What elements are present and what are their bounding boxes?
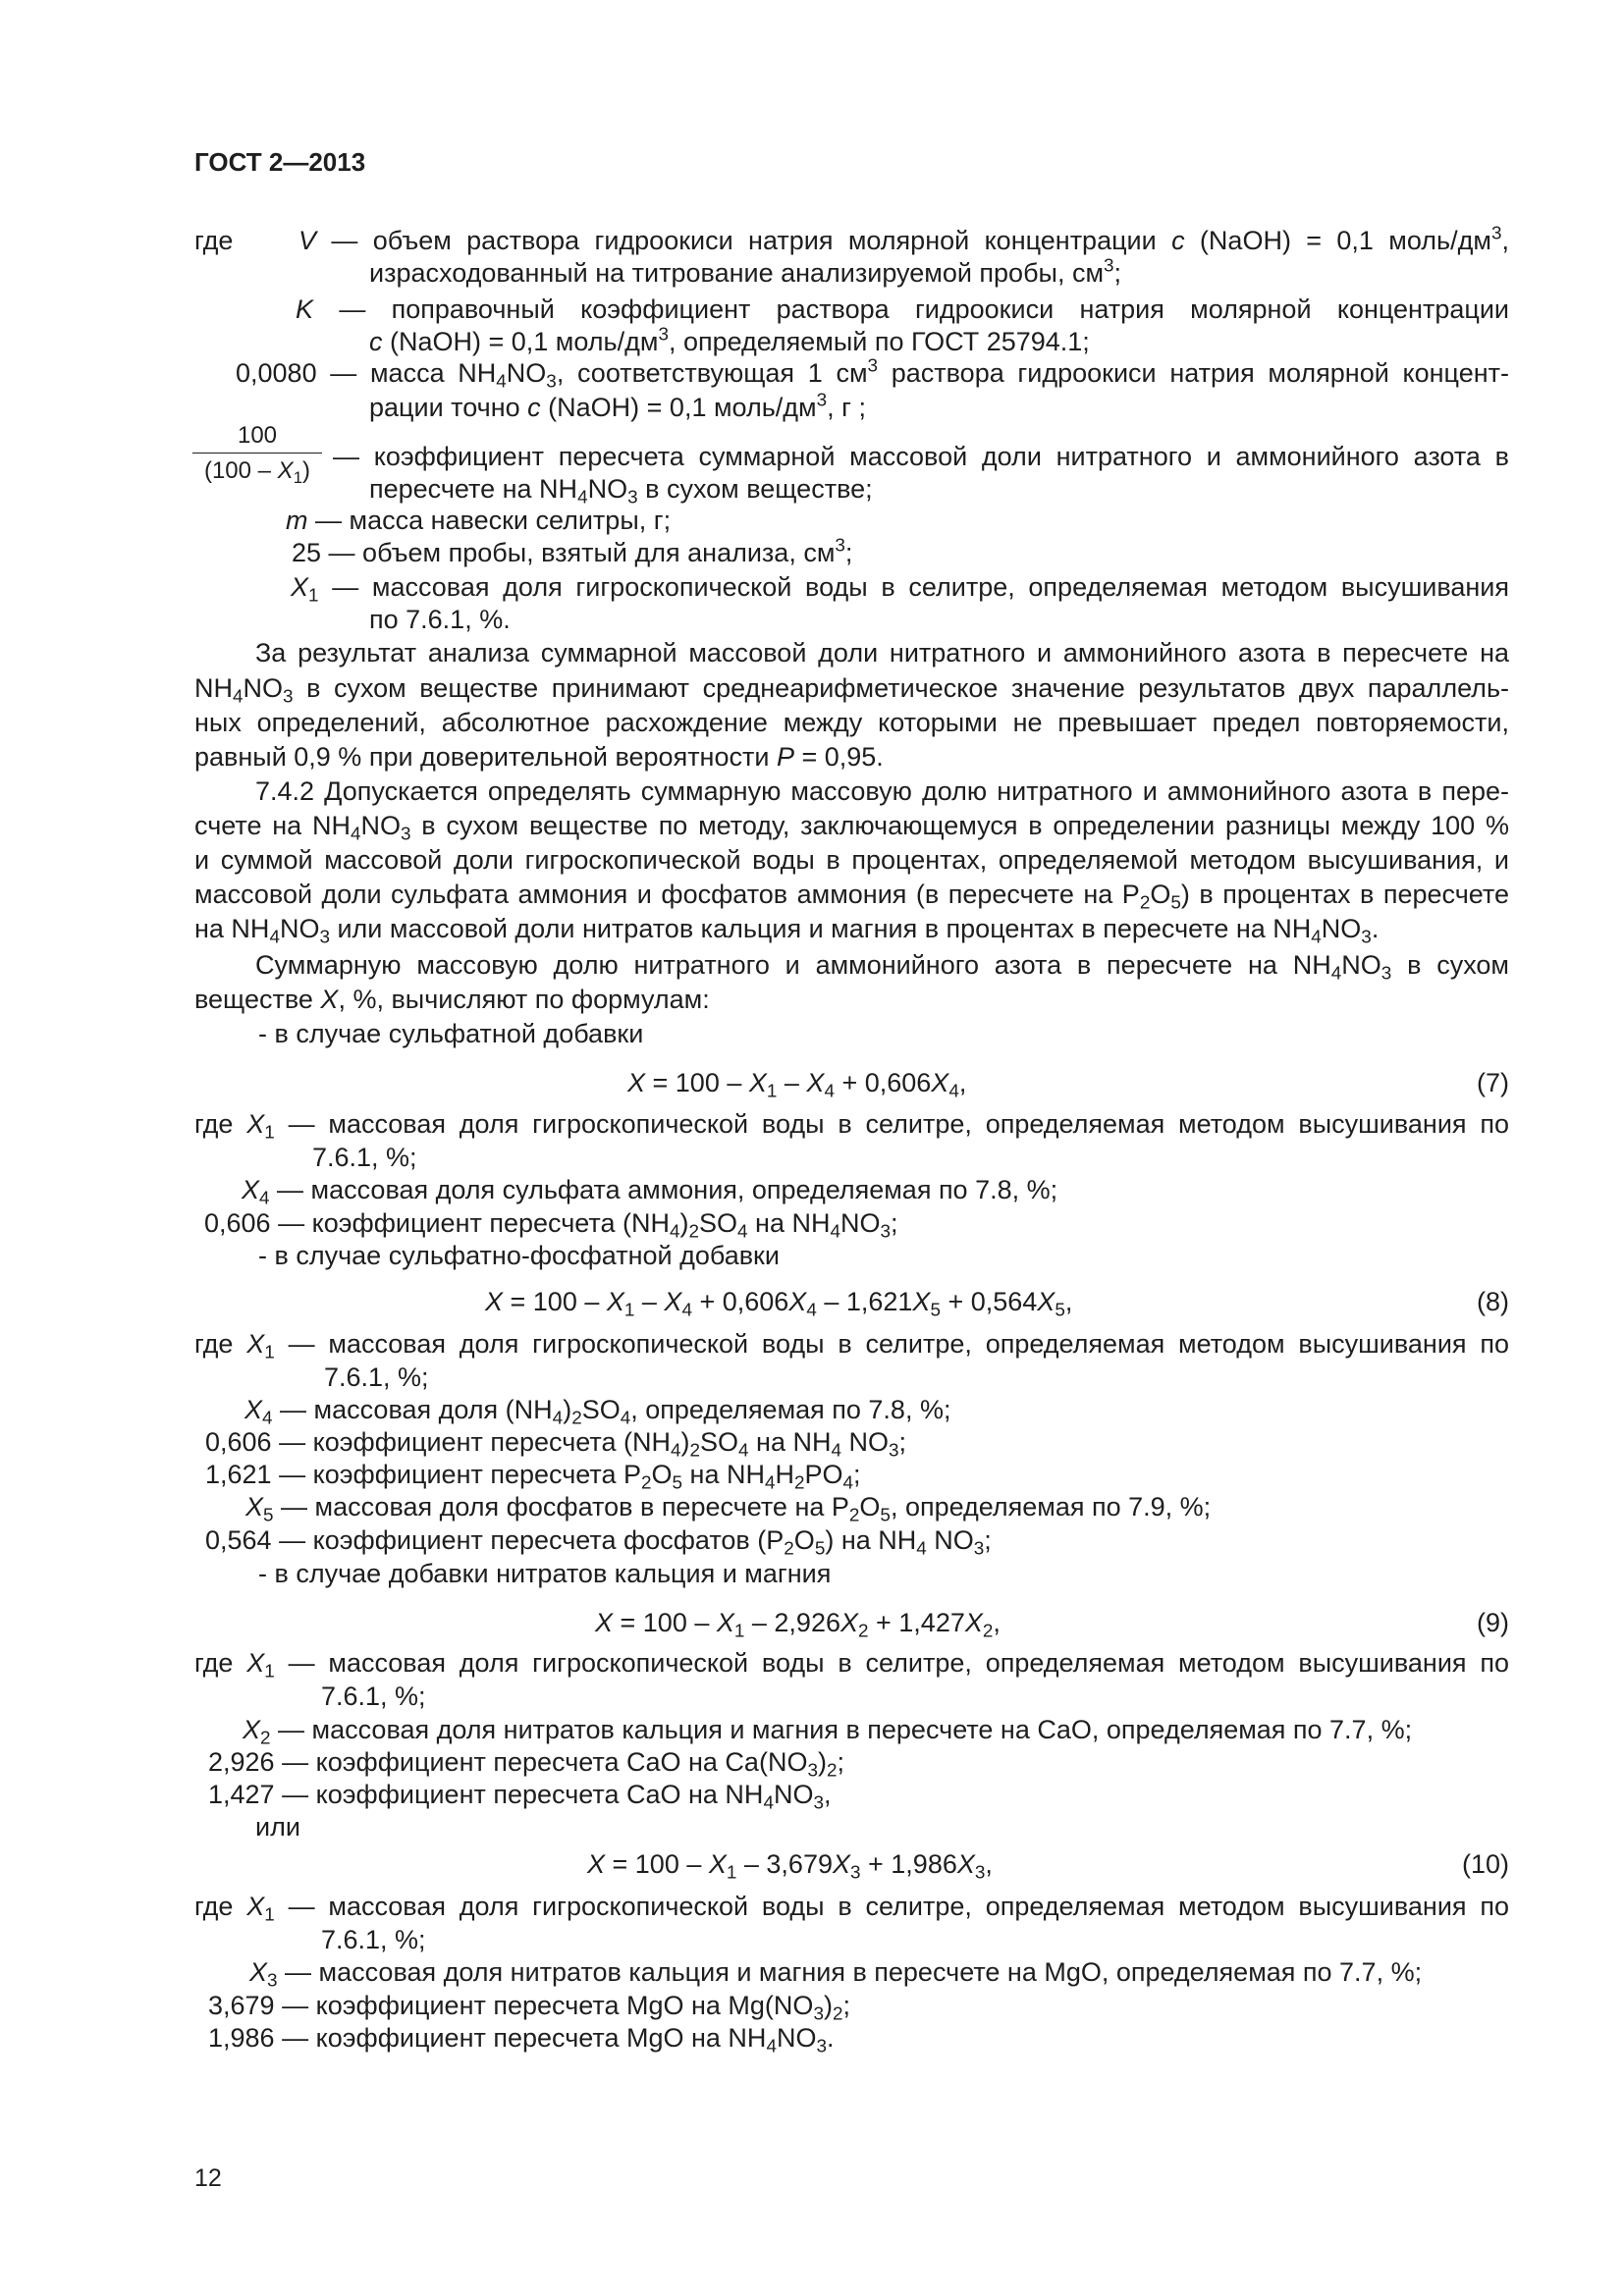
eq9-legend-x1-line2: 7.6.1, %; <box>321 1682 426 1711</box>
legend-v-line1: V — объем раствора гидроокиси натрия молярной концентрации c (NaOH) = 0,1 моль/$дм^3$, <box>298 223 1509 255</box>
eq9-legend-x1-line1: где $X_1$ — массовая доля гигроскопической воды в селитре, определяемая методом высушивания по <box>194 1648 1509 1682</box>
eq10-legend-x3: $X_3$ — массовая доля нитратов кальция и магния в пересчете на MgO, определяемая по 7.7, %; <box>249 1957 1423 1992</box>
legend-x1-line1: $X_1$ — массовая доля гигроскопической воды в селитре, определяемая методом высушивания <box>291 572 1509 607</box>
para-742-line5: на $NH_4NO_3$ или массовой доли нитратов кальция и магния в процентах в пересчете на $NH_4NO_3$. <box>194 914 1380 948</box>
where-label: где <box>194 226 234 255</box>
eq10-legend-3679: 3,679 — коэффициент пересчета MgO на $Mg(NO_3)_2$; <box>208 1991 850 2025</box>
legend-x1-line2: по 7.6.1, %. <box>369 605 511 634</box>
eq8-legend-x4: $X_4$ — массовая доля $(NH_4)_2SO_4$, определяемая по 7.8, %; <box>244 1395 951 1429</box>
legend-0080-line2: рации точно c (NaOH) = 0,1 моль/$дм^3$, г ; <box>369 390 866 422</box>
eq8-legend-0606: 0,606 — коэффициент пересчета $(NH_4)_2SO_4$ на $NH_4$ $NO_3$; <box>205 1427 907 1462</box>
fraction-100-over: $\frac{100}{(100 - X_1)}$ <box>192 424 322 483</box>
eq7-legend-0606: 0,606 — коэффициент пересчета $(NH_4)_2SO_4$ на $NH_4NO_3$; <box>204 1208 898 1243</box>
eq10-legend-x1-line2: 7.6.1, %; <box>321 1925 426 1954</box>
equation-7: $X = 100 - X_1 - X_4 + 0,606X_4$, <box>627 1068 967 1102</box>
eq7-legend-x1-line2: 7.6.1, %; <box>312 1143 417 1172</box>
equation-9: $X = 100 - X_1 - 2,926X_2 + 1,427X_2$, <box>595 1608 1001 1642</box>
equation-8-number: (8) <box>1477 1287 1509 1316</box>
eq7-legend-x1-line1: где $X_1$ — массовая доля гигроскопической воды в селитре, определяемая методом высушивания по <box>194 1109 1509 1144</box>
eq7-legend-x4: $X_4$ — массовая доля сульфата аммония, определяемая по 7.8, %; <box>242 1175 1058 1209</box>
legend-0080-line1: 0,0080 — масса $NH_4NO_3$, соответствующая 1 $см^3$ раствора гидроокиси натрия молярной концент- <box>236 355 1509 393</box>
eq9-legend-2926: 2,926 — коэффициент пересчета CaO на $Ca(NO_3)_2$; <box>208 1747 844 1782</box>
eq8-legend-x1-line1: где $X_1$ — массовая доля гигроскопической воды в селитре, определяемая методом высушивания по <box>194 1329 1509 1363</box>
case-sulfate: - в случае сульфатной добавки <box>258 1019 644 1048</box>
legend-frac-line1: — коэффициент пересчета суммарной массовой доли нитратного и аммонийного азота в <box>333 442 1509 471</box>
para-742-line1: 7.4.2 Допускается определять суммарную массовую долю нитратного и аммонийного азота в пере- <box>255 776 1509 806</box>
para-result-line3: ных определений, абсолютное расхождение между которыми не превышает предел повторяемости, <box>194 708 1509 737</box>
equation-8: $X = 100 - X_1 - X_4 + 0,606X_4 - 1,621X_5 + 0,564X_5$, <box>485 1287 1073 1321</box>
eq8-legend-1621: 1,621 — коэффициент пересчета $P_2O_5$ на $NH_4H_2PO_4$; <box>205 1460 861 1494</box>
eq10-legend-1986: 1,986 — коэффициент пересчета MgO на $NH_4NO_3$. <box>208 2023 835 2057</box>
para-742-line2: счете на $NH_4NO_3$ в сухом веществе по методу, заключающемуся в определении разницы между 100 % <box>194 811 1509 845</box>
equation-9-number: (9) <box>1477 1608 1509 1637</box>
para-result-line1: За результат анализа суммарной массовой доли нитратного и аммонийного азота в пересчете на <box>255 638 1509 667</box>
para-result-line4: равный 0,9 % при доверительной вероятности P = 0,95. <box>194 742 884 772</box>
legend-v-line2: израсходованный на титрование анализируемой пробы, $см^3$; <box>369 255 1122 288</box>
legend-k-line2: c (NaOH) = 0,1 моль/$дм^3$, определяемый по ГОСТ 25794.1; <box>369 324 1090 356</box>
or-label: или <box>255 1812 300 1842</box>
para-result-line2: $NH_4NO_3$ в сухом веществе принимают среднеарифметическое значение результатов двух параллель- <box>194 673 1509 708</box>
legend-k-line1: K — поправочный коэффициент раствора гидроокиси натрия молярной концентрации <box>296 294 1509 324</box>
page-number: 12 <box>194 2164 222 2192</box>
eq8-legend-0564: 0,564 — коэффициент пересчета фосфатов $(P_2O_5)$ на $NH_4$ $NO_3$; <box>205 1525 992 1560</box>
para-formulas-line1: Суммарную массовую долю нитратного и аммонийного азота в пересчете на $NH_4NO_3$ в сухом <box>255 950 1509 985</box>
legend-m: m — масса навески селитры, г; <box>286 506 672 535</box>
case-sulfate-phosphate: - в случае сульфатно-фосфатной добавки <box>258 1241 780 1270</box>
para-formulas-line2: веществе X, %, вычисляют по формулам: <box>194 985 710 1014</box>
eq10-legend-x1-line1: где $X_1$ — массовая доля гигроскопической воды в селитре, определяемая методом высушивания по <box>194 1892 1509 1926</box>
page-header: ГОСТ 2—2013 <box>194 147 366 177</box>
eq9-legend-x2: $X_2$ — массовая доля нитратов кальция и магния в пересчете на CaO, определяемая по 7.7, %; <box>243 1715 1413 1749</box>
case-calcium-magnesium: - в случае добавки нитратов кальция и магния <box>258 1559 832 1588</box>
legend-25: 25 — объем пробы, взятый для анализа, $см^3$; <box>292 535 853 567</box>
legend-frac-line2: пересчете на $NH_4NO_3$ в сухом веществе; <box>369 474 873 508</box>
equation-7-number: (7) <box>1477 1068 1509 1097</box>
equation-10-number: (10) <box>1461 1849 1509 1879</box>
equation-10: $X = 100 - X_1 - 3,679X_3 + 1,986X_3$, <box>587 1849 993 1884</box>
para-742-line4: массовой доли сульфата аммония и фосфатов аммония (в пересчете на $P_2O_5$) в процентах в пересчете <box>194 880 1510 914</box>
para-742-line3: и суммой массовой доли гигроскопической воды в процентах, определяемой методом высушивания, и <box>194 845 1509 875</box>
eq9-legend-1427: 1,427 — коэффициент пересчета CaO на $NH_4NO_3$, <box>208 1780 832 1814</box>
eq8-legend-x1-line2: 7.6.1, %; <box>324 1362 429 1392</box>
eq8-legend-x5: $X_5$ — массовая доля фосфатов в пересчете на $P_2O_5$, определяемая по 7.9, %; <box>245 1492 1212 1526</box>
